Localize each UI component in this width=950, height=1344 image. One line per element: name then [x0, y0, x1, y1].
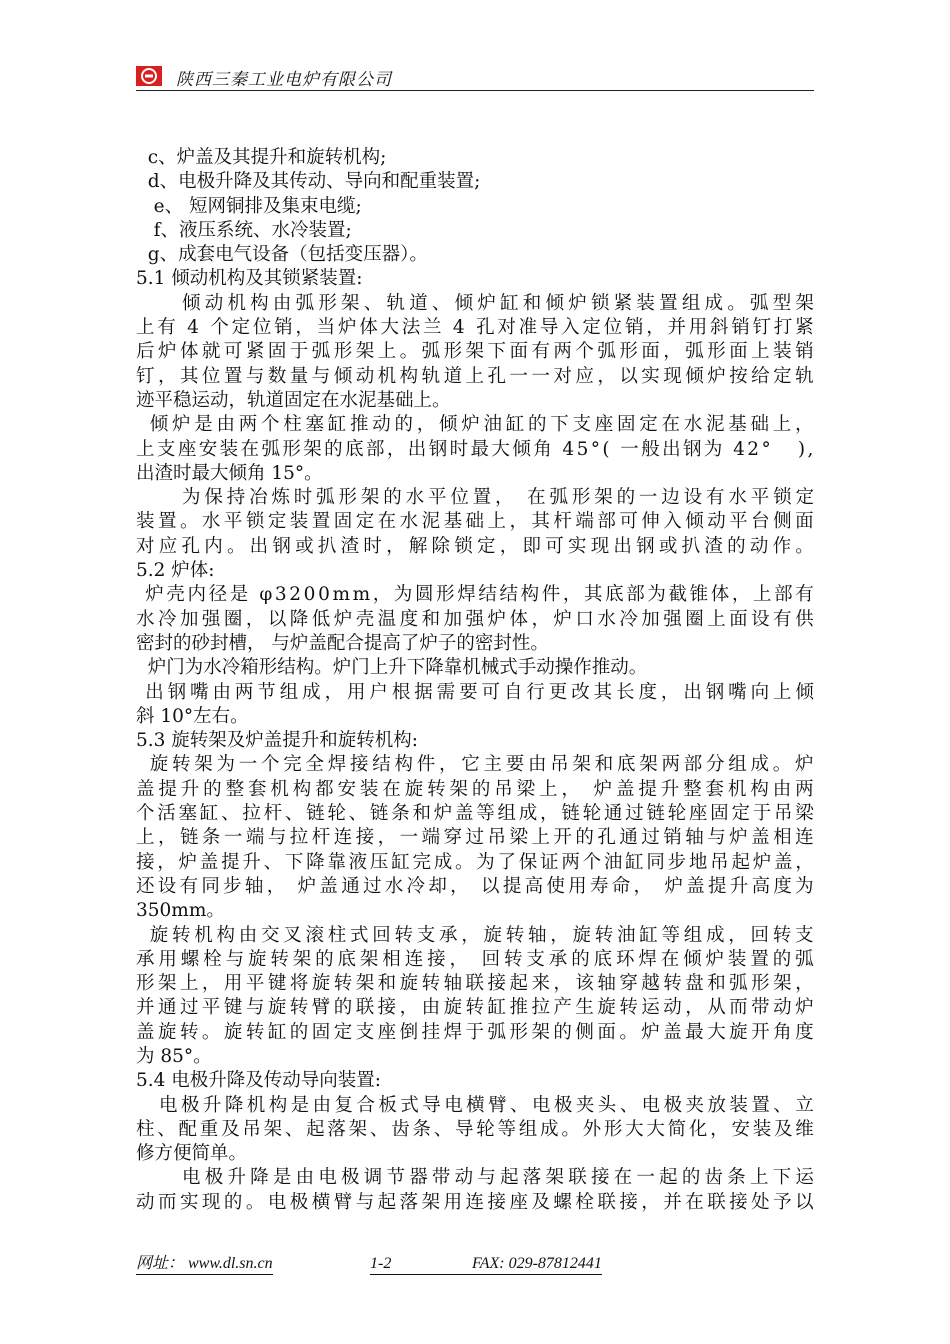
text-line: 装 置 。 水 平 锁 定 装 置 固 定 在 水 泥 基 础 上 ， 其 杆 端 部 可 伸 入 倾 动 平 台 侧 面 — [136, 511, 814, 533]
text-line: 形 架 上 ， 用 平 键 将 旋 转 架 和 旋 转 轴 联 接 起 来 ， 该 轴 穿 越 转 盘 和 弧 形 架 ， — [136, 973, 814, 995]
text-line: 盖 提 升 的 整 套 机 构 都 安 装 在 旋 转 架 的 吊 梁 上 ， 炉 盖 提 升 整 套 机 构 由 两 — [136, 778, 814, 800]
text-line: 为 85°。 — [136, 1045, 212, 1067]
text-line: 5.1 倾动机构及其锁紧装置: — [136, 268, 363, 290]
text-line: 5.4 电极升降及传动导向装置: — [136, 1070, 382, 1092]
text-line: 水 冷 加 强 圈 ， 以 降 低 炉 壳 温 度 和 加 强 炉 体 ， 炉 口 水 冷 加 强 圈 上 面 设 有 供 — [136, 608, 814, 630]
text-line: 炉门为水冷箱形结构。炉门上升下降靠机械式手动操作推动。 — [136, 657, 648, 679]
company-name: 陕西三秦工业电炉有限公司 — [176, 70, 392, 90]
text-line: 对 应 孔 内 。 出 钢 或 扒 渣 时 ， 解 除 锁 定 ， 即 可 实 现 出 钢 或 扒 渣 的 动 作 。 — [136, 535, 814, 557]
text-line: 旋 转 架 为 一 个 完 全 焊 接 结 构 件 ， 它 主 要 由 吊 架 和 底 架 两 部 分 组 成 。 炉 — [149, 754, 814, 776]
text-line: 电 极 升 降 是 由 电 极 调 节 器 带 动 与 起 落 架 联 接 在 一 起 的 齿 条 上 下 运 — [182, 1167, 814, 1189]
footer-fax: FAX: 029-87812441 — [472, 1254, 602, 1275]
text-line: 柱 、 配 重 及 吊 架 、 起 落 架 、 齿 条 、 导 轮 等 组 成 。 外 形 大 大 简 化 ， 安 装 及 维 — [136, 1118, 814, 1140]
text-line: 承 用 螺 栓 与 旋 转 架 的 底 架 相 连 接 ， 回 转 支 承 的 底 环 焊 在 倾 炉 装 置 的 弧 — [136, 948, 814, 970]
text-line: 上 ， 链 条 一 端 与 拉 杆 连 接 ， 一 端 穿 过 吊 梁 上 开 的 孔 通 过 销 轴 与 炉 盖 相 连 — [136, 827, 814, 849]
text-line: g、成套电气设备（包括变压器）。 — [136, 244, 428, 266]
text-line: 倾 动 机 构 由 弧 形 架 、 轨 道 、 倾 炉 缸 和 倾 炉 锁 紧 装 置 组 成 。 弧 型 架 — [182, 292, 814, 314]
page-header — [136, 64, 814, 91]
text-line: 倾 炉 是 由 两 个 柱 塞 缸 推 动 的 ， 倾 炉 油 缸 的 下 支 座 固 定 在 水 泥 基 础 上 ， — [149, 414, 814, 436]
text-line: 旋 转 机 构 由 交 叉 滚 柱 式 回 转 支 承 ， 旋 转 轴 ， 旋 转 油 缸 等 组 成 ， 回 转 支 — [149, 924, 814, 946]
text-line: 电 极 升 降 机 构 是 由 复 合 板 式 导 电 横 臂 、 电 极 夹 头 、 电 极 夹 放 装 置 、 立 — [159, 1094, 814, 1116]
document-body — [136, 146, 814, 1215]
company-logo-icon — [136, 66, 162, 86]
text-line: 个 活 塞 缸 、 拉 杆 、 链 轮 、 链 条 和 炉 盖 等 组 成 ， 链 轮 通 过 链 轮 座 固 定 于 吊 梁 — [136, 803, 814, 825]
text-line: 修方便简单。 — [136, 1143, 248, 1165]
text-line: 后 炉 体 就 可 紧 固 于 弧 形 架 上 。 弧 形 架 下 面 有 两 个 弧 形 面 ， 弧 形 面 上 装 销 — [136, 341, 814, 363]
text-line: 炉 壳 内 径 是 φ 3 2 0 0 m m ， 为 圆 形 焊 结 结 构 件 ， 其 底 部 为 截 锥 体 ， 上 部 有 — [145, 584, 814, 606]
text-line: 并 通 过 平 键 与 旋 转 臂 的 联 接 ， 由 旋 转 缸 推 拉 产 生 旋 转 运 动 ， 从 而 带 动 炉 — [136, 997, 814, 1019]
page-footer — [136, 1254, 656, 1278]
text-line: 钉 ， 其 位 置 与 数 量 与 倾 动 机 构 轨 道 上 孔 一 一 对 应 ， 以 实 现 倾 炉 按 给 定 轨 — [136, 365, 814, 387]
text-line: e、 短网铜排及集束电缆; — [136, 195, 362, 217]
text-line: 350mm。 — [136, 900, 225, 922]
text-line: 为 保 持 冶 炼 时 弧 形 架 的 水 平 位 置 ， 在 弧 形 架 的 一 边 设 有 水 平 锁 定 — [182, 487, 814, 509]
text-line: 上 支 座 安 装 在 弧 形 架 的 底 部 ， 出 钢 时 最 大 倾 角 4 5 ° ( 一 般 出 钢 为 4 2 ° ) , — [136, 438, 814, 460]
text-line: 上 有 4 个 定 位 销 ， 当 炉 体 大 法 兰 4 孔 对 准 导 入 定 位 销 ， 并 用 斜 销 钉 打 紧 — [136, 317, 814, 339]
text-line: 出渣时最大倾角 15°。 — [136, 462, 323, 484]
text-line: 5.2 炉体: — [136, 560, 215, 582]
text-line: 密封的砂封槽， 与炉盖配合提高了炉子的密封性。 — [136, 632, 549, 654]
text-line: 还 设 有 同 步 轴 ， 炉 盖 通 过 水 冷 却 ， 以 提 高 使 用 寿 命 ， 炉 盖 提 升 高 度 为 — [136, 875, 814, 897]
footer-page-number: 1-2 — [370, 1254, 530, 1275]
text-line: 迹平稳运动，轨道固定在水泥基础上。 — [136, 389, 451, 411]
text-line: 盖 旋 转 。 旋 转 缸 的 固 定 支 座 倒 挂 焊 于 弧 形 架 的 侧 面 。 炉 盖 最 大 旋 开 角 度 — [136, 1021, 814, 1043]
text-line: 动 而 实 现 的 。 电 极 横 臂 与 起 落 架 用 连 接 座 及 螺 栓 联 接 ， 并 在 联 接 处 予 以 — [136, 1191, 814, 1213]
text-line: d、电极升降及其传动、导向和配重装置; — [136, 171, 481, 193]
text-line: 出 钢 嘴 由 两 节 组 成 ， 用 户 根 据 需 要 可 自 行 更 改 其 长 度 ， 出 钢 嘴 向 上 倾 — [145, 681, 814, 703]
text-line: c、炉盖及其提升和旋转机构; — [136, 147, 387, 168]
text-line: 斜 10°左右。 — [136, 705, 249, 727]
text-line: f、液压系统、水冷装置; — [136, 219, 352, 241]
text-line: 接 ， 炉 盖 提 升 、 下 降 靠 液 压 缸 完 成 。 为 了 保 证 两 个 油 缸 同 步 地 吊 起 炉 盖 ， — [136, 851, 814, 873]
footer-website: 网址： www.dl.sn.cn — [136, 1254, 273, 1275]
text-line: 5.3 旋转架及炉盖提升和旋转机构: — [136, 730, 419, 752]
